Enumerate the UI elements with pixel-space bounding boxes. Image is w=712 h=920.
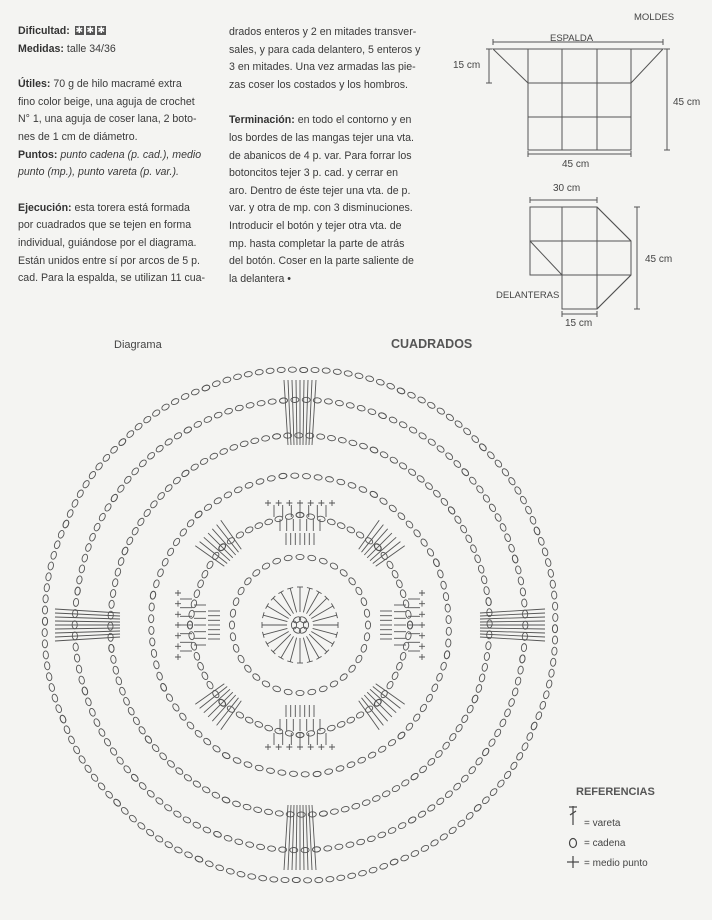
instr-line: los bordes de las mangas tejer una vta. (229, 131, 414, 144)
puntos-label: Puntos: (18, 148, 58, 161)
crochet-diagram (42, 367, 558, 883)
ejecucion-line: Están unidos entre sí por arcos de 5 p. (18, 254, 200, 267)
utiles-line: fino color beige, una aguja de crochet (18, 95, 195, 108)
puntos-line: punto (mp.), punto vareta (p. var.). (18, 166, 179, 179)
ejecucion-line: esta torera está formada (74, 201, 190, 214)
diagram-title: CUADRADOS (391, 337, 473, 351)
instr-line: Introducir el botón y tejer otra vta. de (229, 219, 402, 232)
ref-cadena-text: = cadena (584, 838, 626, 849)
moldes-title: MOLDES (634, 12, 675, 23)
espalda-pattern (486, 39, 670, 157)
instr-line: de abanicos de 4 p. var. Para forrar los (229, 149, 412, 162)
puntos-line: punto cadena (p. cad.), medio (60, 148, 202, 161)
delanteras-bottom-dim: 15 cm (565, 318, 593, 329)
instr-line: en todo el contorno y en (297, 114, 412, 127)
ref-vareta-text: = vareta (584, 818, 621, 829)
ejecucion-line: individual, guiándose por el diagrama. (18, 236, 197, 249)
utiles-line: N° 1, una aguja de coser lana, 2 boto- (18, 113, 197, 126)
instr-line: sales, y para cada delantero, 5 enteros y (229, 43, 421, 56)
utiles-label: Útiles: (18, 78, 51, 91)
cadena-symbol-icon (570, 839, 577, 848)
terminacion-label: Terminación: (229, 114, 295, 127)
delanteras-top-dim: 30 cm (553, 183, 581, 194)
delanteras-pattern (530, 197, 640, 317)
instr-line: botoncitos tejer 3 p. cad. y cerrar en (229, 167, 398, 180)
instr-line: zas coser los costados y los hombros. (229, 78, 408, 91)
delanteras-label: DELANTERAS (496, 290, 560, 301)
espalda-label: ESPALDA (550, 33, 594, 44)
ejecucion-line: por cuadrados que se tejen en forma (18, 219, 192, 232)
instr-line: mp. hasta completar la parte de atrás (229, 237, 405, 250)
instr-line: aro. Dentro de éste tejer una vta. de p. (229, 184, 411, 197)
diagram-label: Diagrama (114, 339, 162, 351)
referencias-title: REFERENCIAS (576, 786, 655, 798)
delanteras-right-dim: 45 cm (645, 254, 673, 265)
ejecucion-label: Ejecución: (18, 201, 72, 214)
medio-punto-symbol-icon (567, 856, 579, 868)
instr-line: var. y otra de mp. con 3 disminuciones. (229, 202, 413, 215)
instr-line: la delantera • (229, 272, 292, 285)
ejecucion-line: cad. Para la espalda, se utilizan 11 cua- (18, 272, 206, 285)
medidas-value: talle 34/36 (66, 42, 116, 55)
utiles-line: 70 g de hilo macramé extra (53, 78, 182, 91)
vareta-symbol-icon (569, 806, 577, 825)
espalda-top-dim: 15 cm (453, 60, 481, 71)
instr-line: 3 en mitades. Una vez armadas las pie- (229, 61, 416, 74)
utiles-line: nes de 1 cm de diámetro. (18, 130, 138, 143)
ref-symbols (567, 806, 579, 868)
espalda-right-dim: 45 cm (673, 97, 701, 108)
instr-line: del botón. Coser en la parte saliente de (229, 255, 414, 268)
medidas-label: Medidas: (18, 42, 64, 55)
dificultad-label: Dificultad: (18, 25, 70, 37)
instr-line: drados enteros y 2 en mitades transver- (229, 26, 417, 38)
espalda-bottom-dim: 45 cm (562, 159, 590, 170)
ref-medio-punto-text: = medio punto (584, 858, 648, 869)
